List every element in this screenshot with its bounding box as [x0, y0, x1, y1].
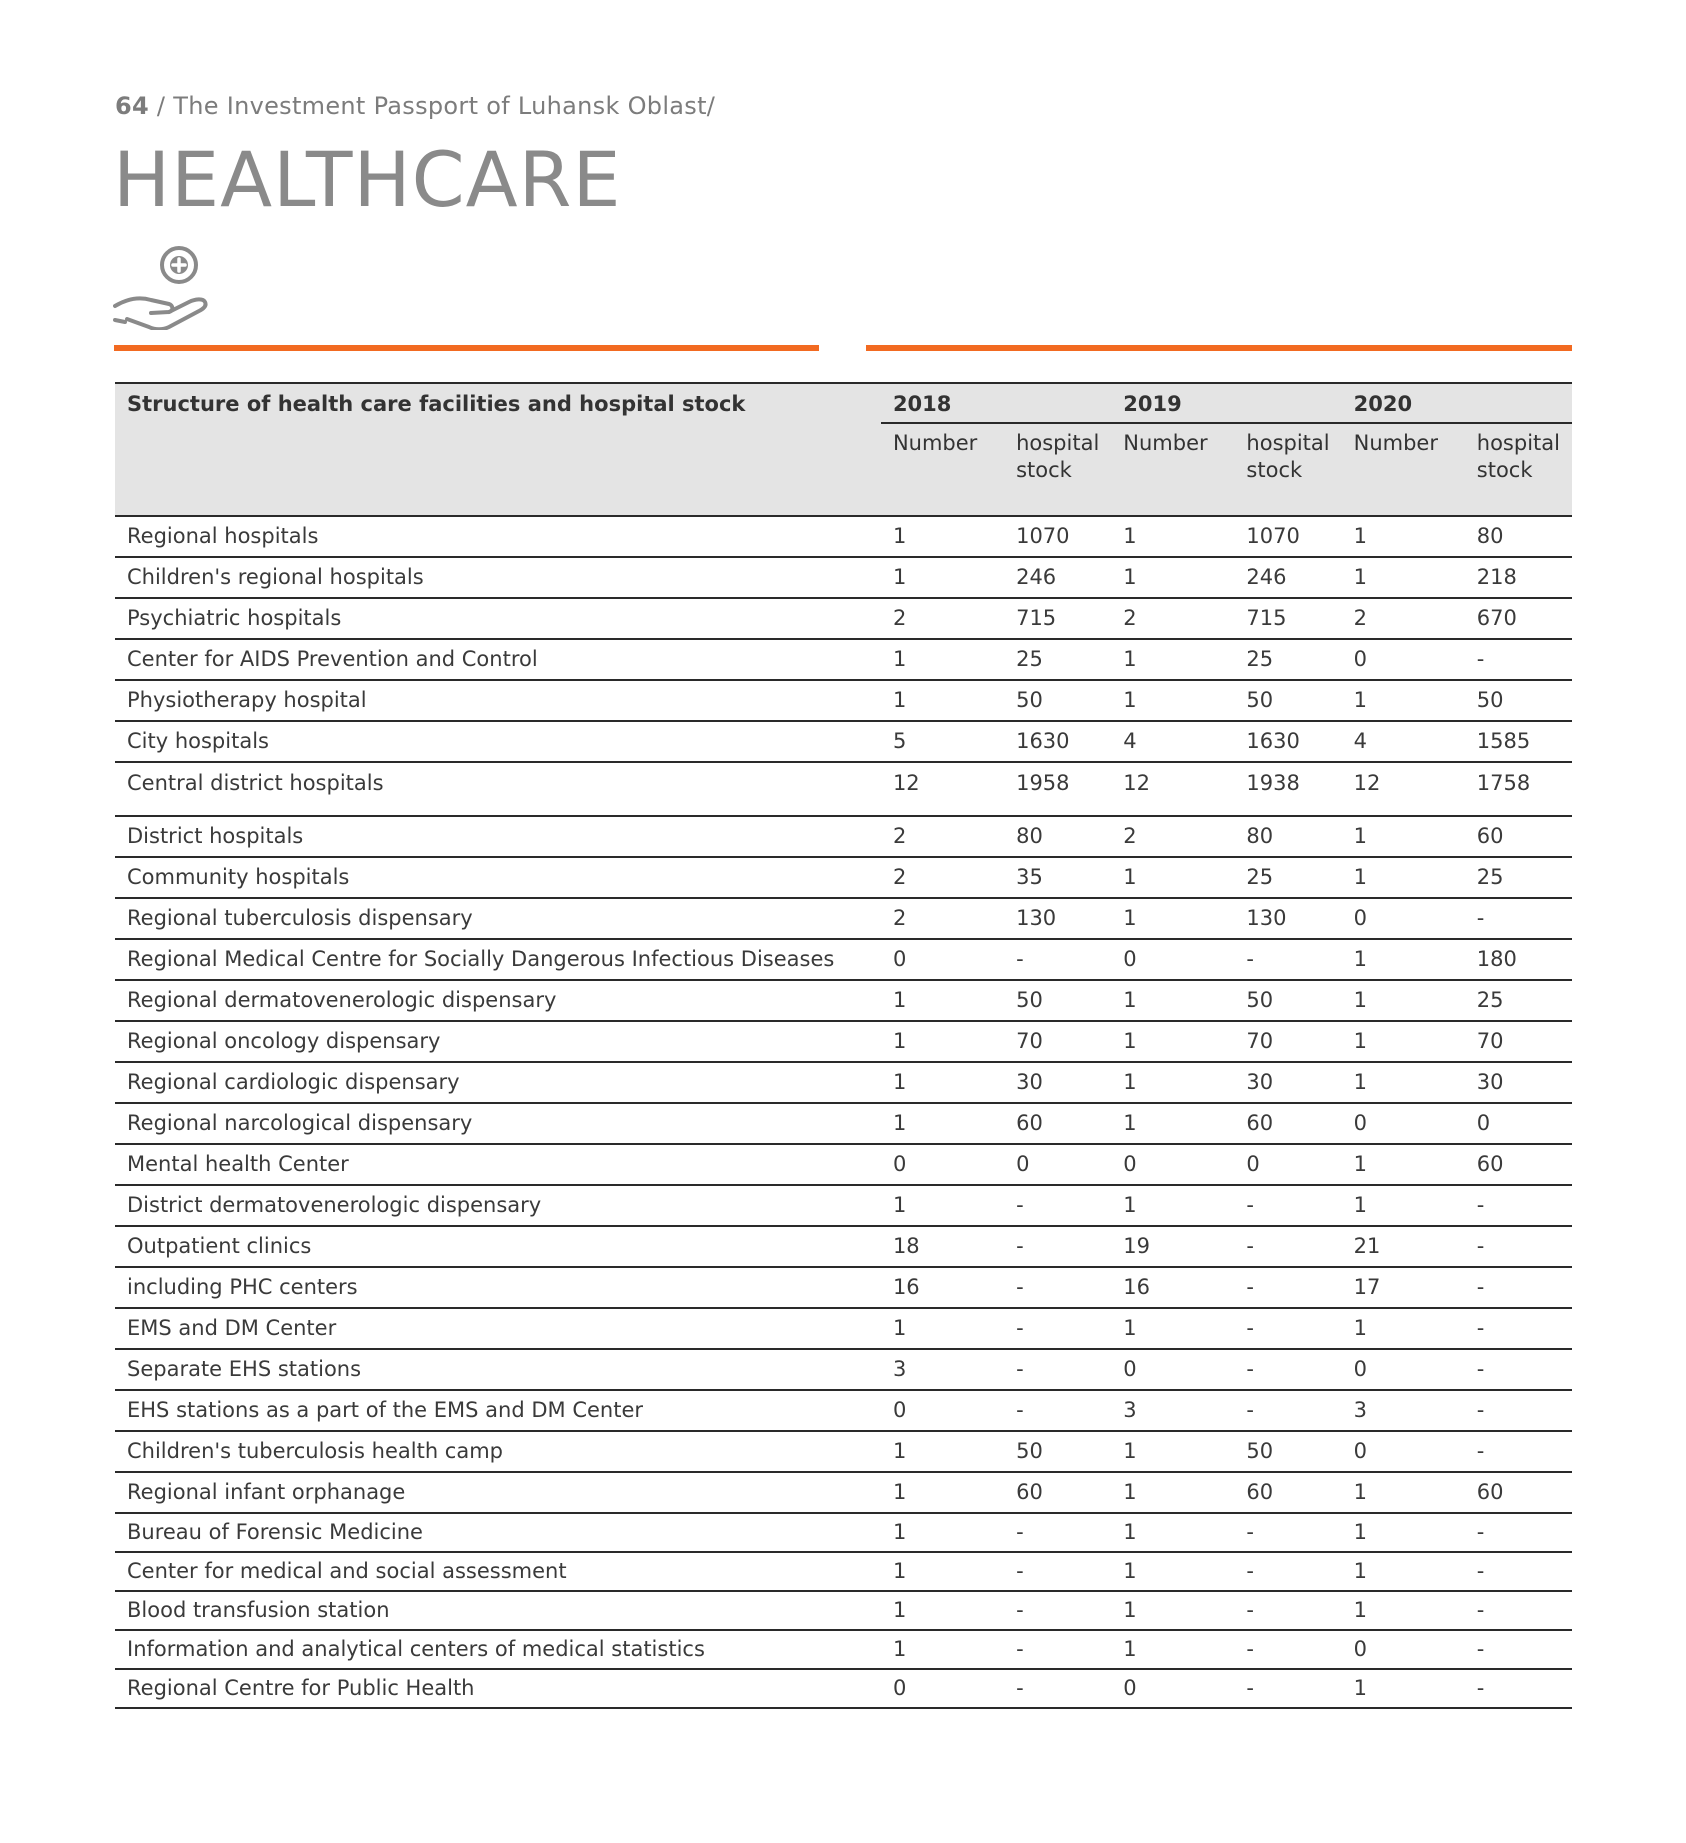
cell-number-2018: 5: [881, 721, 1004, 762]
table-row: [115, 1390, 1572, 1431]
subheader-stock: hospital stock: [1004, 423, 1111, 516]
cell-number-2018: 1: [881, 639, 1004, 680]
cell-stock-2018: 50: [1004, 680, 1111, 721]
cell-number-2019: 1: [1111, 1308, 1234, 1349]
cell-stock-2018: -: [1004, 1513, 1111, 1552]
cell-stock-2019: 25: [1234, 857, 1341, 898]
cell-stock-2020: 670: [1465, 598, 1572, 639]
cell-number-2020: 0: [1342, 1349, 1465, 1390]
cell-stock-2018: 35: [1004, 857, 1111, 898]
cell-stock-2019: 1630: [1234, 721, 1341, 762]
row-label: District dermatovenerologic dispensary: [115, 1185, 881, 1226]
cell-number-2020: 1: [1342, 1144, 1465, 1185]
cell-number-2020: 1: [1342, 1591, 1465, 1630]
cell-stock-2019: 50: [1234, 680, 1341, 721]
row-label: Regional Medical Centre for Socially Dangerous Infectious Diseases: [115, 939, 881, 980]
cell-number-2020: 2: [1342, 598, 1465, 639]
cell-number-2018: 0: [881, 1144, 1004, 1185]
cell-stock-2018: 0: [1004, 1144, 1111, 1185]
cell-number-2019: 1: [1111, 1103, 1234, 1144]
cell-stock-2020: 218: [1465, 557, 1572, 598]
cell-number-2020: 0: [1342, 898, 1465, 939]
cell-stock-2018: 60: [1004, 1103, 1111, 1144]
healthcare-facilities-table: [115, 382, 1572, 1709]
cell-number-2018: 0: [881, 1390, 1004, 1431]
cell-number-2019: 1: [1111, 516, 1234, 557]
cell-stock-2018: -: [1004, 1267, 1111, 1308]
row-label: Regional hospitals: [115, 516, 881, 557]
cell-number-2019: 1: [1111, 1021, 1234, 1062]
table-row: [115, 1669, 1572, 1708]
year-header-2018: 2018: [881, 383, 1111, 423]
cell-number-2020: 1: [1342, 1513, 1465, 1552]
row-label: Mental health Center: [115, 1144, 881, 1185]
cell-number-2018: 1: [881, 1062, 1004, 1103]
cell-stock-2018: 70: [1004, 1021, 1111, 1062]
row-label: Regional cardiologic dispensary: [115, 1062, 881, 1103]
cell-number-2019: 3: [1111, 1390, 1234, 1431]
cell-stock-2018: -: [1004, 1349, 1111, 1390]
table-row: [115, 1144, 1572, 1185]
table-row: [115, 1267, 1572, 1308]
table-caption-header: Structure of health care facilities and hospital stock: [115, 383, 881, 423]
row-label: Community hospitals: [115, 857, 881, 898]
cell-stock-2019: 60: [1234, 1472, 1341, 1513]
cell-stock-2019: -: [1234, 1513, 1341, 1552]
cell-number-2018: 1: [881, 1431, 1004, 1472]
cell-stock-2019: 0: [1234, 1144, 1341, 1185]
table-row: [115, 939, 1572, 980]
cell-number-2019: 1: [1111, 1185, 1234, 1226]
row-label: Children's tuberculosis health camp: [115, 1431, 881, 1472]
row-label: Separate EHS stations: [115, 1349, 881, 1390]
cell-number-2020: 0: [1342, 1431, 1465, 1472]
cell-stock-2019: 246: [1234, 557, 1341, 598]
cell-number-2020: 1: [1342, 1308, 1465, 1349]
cell-stock-2019: -: [1234, 1390, 1341, 1431]
cell-stock-2020: 50: [1465, 680, 1572, 721]
cell-stock-2019: -: [1234, 1349, 1341, 1390]
cell-stock-2018: -: [1004, 939, 1111, 980]
cell-stock-2019: 30: [1234, 1062, 1341, 1103]
cell-number-2018: 1: [881, 1513, 1004, 1552]
row-label: Outpatient clinics: [115, 1226, 881, 1267]
cell-number-2020: 1: [1342, 1021, 1465, 1062]
cell-stock-2019: -: [1234, 1552, 1341, 1591]
cell-stock-2019: -: [1234, 939, 1341, 980]
table-row: [115, 557, 1572, 598]
cell-stock-2018: 50: [1004, 1431, 1111, 1472]
cell-stock-2018: 130: [1004, 898, 1111, 939]
cell-stock-2020: 1758: [1465, 762, 1572, 816]
running-head: [115, 92, 715, 120]
row-label: Center for AIDS Prevention and Control: [115, 639, 881, 680]
cell-stock-2018: -: [1004, 1630, 1111, 1669]
cell-number-2019: 16: [1111, 1267, 1234, 1308]
subheader-blank: [115, 423, 881, 516]
cell-number-2019: 0: [1111, 1669, 1234, 1708]
cell-stock-2018: 246: [1004, 557, 1111, 598]
table-row: [115, 639, 1572, 680]
row-label: Regional dermatovenerologic dispensary: [115, 980, 881, 1021]
cell-stock-2018: -: [1004, 1552, 1111, 1591]
cell-number-2018: 1: [881, 1308, 1004, 1349]
hand-with-medical-cross-icon: [113, 244, 213, 330]
table-row: [115, 1591, 1572, 1630]
row-label: Blood transfusion station: [115, 1591, 881, 1630]
year-header-2019: 2019: [1111, 383, 1341, 423]
cell-number-2020: 0: [1342, 639, 1465, 680]
table-row: [115, 980, 1572, 1021]
cell-number-2018: 1: [881, 1630, 1004, 1669]
cell-number-2020: 1: [1342, 516, 1465, 557]
cell-number-2018: 0: [881, 1669, 1004, 1708]
table-row: [115, 857, 1572, 898]
row-label: District hospitals: [115, 816, 881, 857]
cell-number-2018: 1: [881, 557, 1004, 598]
cell-number-2019: 1: [1111, 639, 1234, 680]
cell-number-2020: 4: [1342, 721, 1465, 762]
cell-stock-2018: 1070: [1004, 516, 1111, 557]
cell-stock-2020: -: [1465, 1431, 1572, 1472]
cell-number-2019: 12: [1111, 762, 1234, 816]
cell-stock-2020: 0: [1465, 1103, 1572, 1144]
cell-number-2019: 19: [1111, 1226, 1234, 1267]
cell-number-2018: 16: [881, 1267, 1004, 1308]
cell-number-2018: 1: [881, 980, 1004, 1021]
table-row: [115, 1226, 1572, 1267]
table-row: [115, 680, 1572, 721]
cell-stock-2020: -: [1465, 1630, 1572, 1669]
cell-number-2019: 4: [1111, 721, 1234, 762]
cell-stock-2019: -: [1234, 1308, 1341, 1349]
row-label: Psychiatric hospitals: [115, 598, 881, 639]
cell-stock-2019: 130: [1234, 898, 1341, 939]
cell-number-2019: 1: [1111, 557, 1234, 598]
cell-number-2019: 2: [1111, 598, 1234, 639]
row-label: Regional narcological dispensary: [115, 1103, 881, 1144]
cell-number-2018: 12: [881, 762, 1004, 816]
cell-number-2020: 1: [1342, 1669, 1465, 1708]
cell-number-2018: 18: [881, 1226, 1004, 1267]
cell-stock-2020: 25: [1465, 980, 1572, 1021]
row-label: Regional oncology dispensary: [115, 1021, 881, 1062]
cell-stock-2019: 50: [1234, 980, 1341, 1021]
cell-stock-2019: 25: [1234, 639, 1341, 680]
table-row: [115, 516, 1572, 557]
cell-number-2020: 1: [1342, 980, 1465, 1021]
cell-number-2018: 2: [881, 898, 1004, 939]
cell-stock-2020: -: [1465, 639, 1572, 680]
cell-number-2019: 0: [1111, 1144, 1234, 1185]
cell-stock-2020: -: [1465, 1308, 1572, 1349]
cell-stock-2020: -: [1465, 1513, 1572, 1552]
cell-stock-2018: 30: [1004, 1062, 1111, 1103]
subheader-number: Number: [881, 423, 1004, 516]
table-row: [115, 721, 1572, 762]
subheader-number: Number: [1111, 423, 1234, 516]
cell-stock-2018: 60: [1004, 1472, 1111, 1513]
table-body: [115, 516, 1572, 1708]
table-row: [115, 598, 1572, 639]
row-label: Physiotherapy hospital: [115, 680, 881, 721]
cell-number-2019: 1: [1111, 1591, 1234, 1630]
row-label: Regional tuberculosis dispensary: [115, 898, 881, 939]
cell-number-2020: 0: [1342, 1630, 1465, 1669]
cell-stock-2019: -: [1234, 1630, 1341, 1669]
row-label: EHS stations as a part of the EMS and DM Center: [115, 1390, 881, 1431]
cell-stock-2018: 1958: [1004, 762, 1111, 816]
row-label: Regional Centre for Public Health: [115, 1669, 881, 1708]
table-row: [115, 1308, 1572, 1349]
cell-number-2018: 1: [881, 1591, 1004, 1630]
row-label: including PHC centers: [115, 1267, 881, 1308]
cell-number-2019: 1: [1111, 1513, 1234, 1552]
cell-number-2020: 1: [1342, 1185, 1465, 1226]
cell-number-2018: 1: [881, 516, 1004, 557]
cell-number-2020: 1: [1342, 1552, 1465, 1591]
cell-stock-2019: 50: [1234, 1431, 1341, 1472]
table-row: [115, 1021, 1572, 1062]
table-row: [115, 816, 1572, 857]
cell-number-2019: 1: [1111, 980, 1234, 1021]
cell-stock-2020: 25: [1465, 857, 1572, 898]
cell-number-2020: 1: [1342, 939, 1465, 980]
cell-stock-2018: 50: [1004, 980, 1111, 1021]
cell-stock-2020: 70: [1465, 1021, 1572, 1062]
cell-stock-2018: -: [1004, 1591, 1111, 1630]
table-header-row: [115, 383, 1572, 423]
row-label: Center for medical and social assessment: [115, 1552, 881, 1591]
cell-stock-2019: 70: [1234, 1021, 1341, 1062]
cell-number-2018: 1: [881, 1552, 1004, 1591]
cell-stock-2019: 80: [1234, 816, 1341, 857]
cell-stock-2019: -: [1234, 1226, 1341, 1267]
row-label: Central district hospitals: [115, 762, 881, 816]
cell-number-2018: 1: [881, 1472, 1004, 1513]
table-row: [115, 898, 1572, 939]
cell-number-2018: 1: [881, 680, 1004, 721]
cell-stock-2019: -: [1234, 1267, 1341, 1308]
cell-stock-2020: -: [1465, 898, 1572, 939]
cell-stock-2020: -: [1465, 1591, 1572, 1630]
cell-number-2019: 1: [1111, 680, 1234, 721]
cell-number-2018: 1: [881, 1021, 1004, 1062]
table-row: [115, 1185, 1572, 1226]
subheader-stock: hospital stock: [1465, 423, 1572, 516]
cell-stock-2020: 1585: [1465, 721, 1572, 762]
table-row: [115, 1103, 1572, 1144]
cell-number-2019: 1: [1111, 898, 1234, 939]
cell-stock-2020: -: [1465, 1669, 1572, 1708]
accent-rule-right: [866, 345, 1572, 351]
table-row: [115, 1513, 1572, 1552]
cell-stock-2020: 80: [1465, 516, 1572, 557]
cell-stock-2020: 60: [1465, 1472, 1572, 1513]
table-row: [115, 1431, 1572, 1472]
cell-number-2020: 1: [1342, 1472, 1465, 1513]
cell-stock-2020: -: [1465, 1267, 1572, 1308]
cell-stock-2018: 25: [1004, 639, 1111, 680]
table-subheader-row: [115, 423, 1572, 516]
cell-stock-2019: 715: [1234, 598, 1341, 639]
table-row: [115, 1349, 1572, 1390]
cell-stock-2020: -: [1465, 1185, 1572, 1226]
cell-stock-2019: 1070: [1234, 516, 1341, 557]
cell-number-2019: 1: [1111, 1552, 1234, 1591]
page-number: 64: [115, 92, 149, 120]
cell-number-2019: 1: [1111, 1472, 1234, 1513]
cell-stock-2020: 60: [1465, 816, 1572, 857]
cell-stock-2020: 30: [1465, 1062, 1572, 1103]
cell-stock-2018: -: [1004, 1226, 1111, 1267]
cell-number-2019: 1: [1111, 857, 1234, 898]
row-label: Children's regional hospitals: [115, 557, 881, 598]
cell-number-2020: 1: [1342, 557, 1465, 598]
table-row: [115, 1062, 1572, 1103]
cell-stock-2018: 1630: [1004, 721, 1111, 762]
publication-title: / The Investment Passport of Luhansk Oblast/: [149, 92, 716, 120]
cell-number-2020: 3: [1342, 1390, 1465, 1431]
cell-number-2020: 21: [1342, 1226, 1465, 1267]
cell-stock-2019: 60: [1234, 1103, 1341, 1144]
cell-number-2019: 0: [1111, 1349, 1234, 1390]
cell-stock-2020: 180: [1465, 939, 1572, 980]
cell-stock-2019: -: [1234, 1669, 1341, 1708]
cell-stock-2019: -: [1234, 1185, 1341, 1226]
cell-number-2018: 2: [881, 857, 1004, 898]
cell-number-2018: 3: [881, 1349, 1004, 1390]
cell-stock-2020: -: [1465, 1390, 1572, 1431]
cell-number-2018: 2: [881, 816, 1004, 857]
cell-number-2018: 2: [881, 598, 1004, 639]
table-row: [115, 1552, 1572, 1591]
cell-number-2020: 1: [1342, 816, 1465, 857]
cell-number-2018: 0: [881, 939, 1004, 980]
cell-stock-2019: -: [1234, 1591, 1341, 1630]
accent-rule-left: [114, 345, 819, 351]
cell-stock-2018: -: [1004, 1669, 1111, 1708]
cell-stock-2020: -: [1465, 1349, 1572, 1390]
cell-stock-2020: -: [1465, 1226, 1572, 1267]
cell-number-2018: 1: [881, 1185, 1004, 1226]
subheader-number: Number: [1342, 423, 1465, 516]
cell-number-2020: 12: [1342, 762, 1465, 816]
row-label: Regional infant orphanage: [115, 1472, 881, 1513]
cell-stock-2020: 60: [1465, 1144, 1572, 1185]
cell-number-2019: 1: [1111, 1062, 1234, 1103]
row-label: City hospitals: [115, 721, 881, 762]
cell-number-2019: 0: [1111, 939, 1234, 980]
cell-number-2020: 17: [1342, 1267, 1465, 1308]
row-label: Bureau of Forensic Medicine: [115, 1513, 881, 1552]
cell-stock-2018: -: [1004, 1390, 1111, 1431]
cell-stock-2020: -: [1465, 1552, 1572, 1591]
year-header-2020: 2020: [1342, 383, 1572, 423]
cell-stock-2019: 1938: [1234, 762, 1341, 816]
cell-number-2019: 1: [1111, 1431, 1234, 1472]
table-row: [115, 1472, 1572, 1513]
cell-number-2020: 1: [1342, 1062, 1465, 1103]
table-row: [115, 762, 1572, 816]
subheader-stock: hospital stock: [1234, 423, 1341, 516]
cell-stock-2018: -: [1004, 1185, 1111, 1226]
cell-number-2020: 1: [1342, 680, 1465, 721]
cell-number-2019: 2: [1111, 816, 1234, 857]
page-title: HEALTHCARE: [113, 135, 622, 224]
row-label: EMS and DM Center: [115, 1308, 881, 1349]
cell-stock-2018: -: [1004, 1308, 1111, 1349]
cell-stock-2018: 715: [1004, 598, 1111, 639]
table-row: [115, 1630, 1572, 1669]
cell-number-2020: 0: [1342, 1103, 1465, 1144]
row-label: Information and analytical centers of medical statistics: [115, 1630, 881, 1669]
cell-number-2018: 1: [881, 1103, 1004, 1144]
cell-number-2019: 1: [1111, 1630, 1234, 1669]
cell-stock-2018: 80: [1004, 816, 1111, 857]
cell-number-2020: 1: [1342, 857, 1465, 898]
